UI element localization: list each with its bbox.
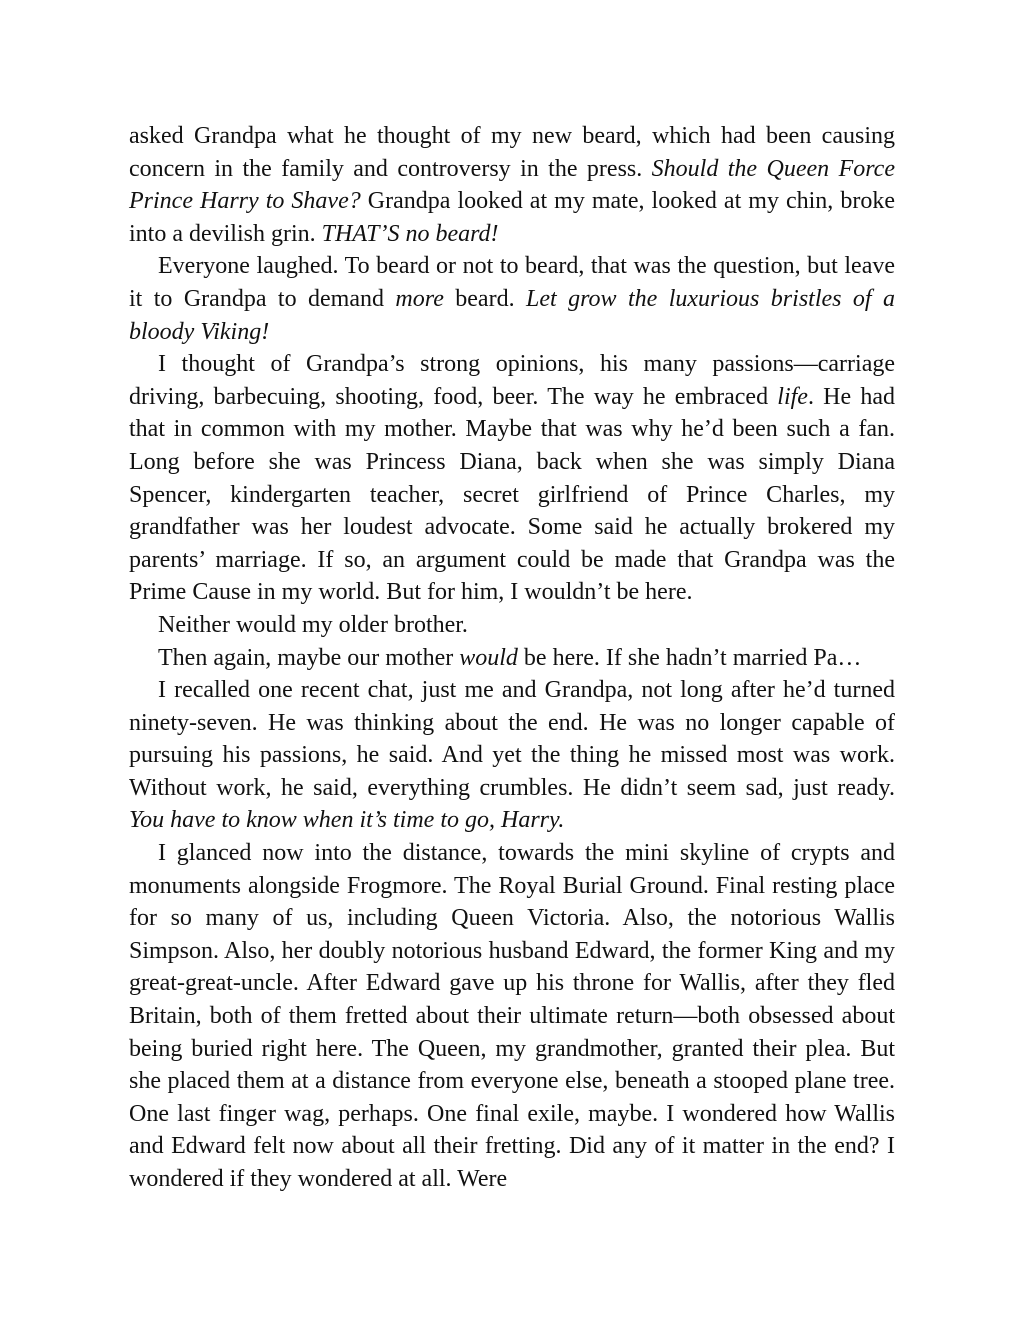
paragraph xyxy=(129,609,895,642)
text-run: . He had that in common with my mother. Maybe that was why he’d been such a fan. Long before she was Princess Diana, back when she was simply Diana Spencer, kindergarten teacher, secret girlfriend of Prince Charles, my grandfather was her loudest advocate. Some said he actually brokered my parents’ marriage. If so, an argument could be made that Grandpa was the Prime Cause in my world. But for him, I wouldn’t be here. xyxy=(129,383,895,606)
text-run: beard. xyxy=(443,285,526,312)
text-run: Then again, maybe our mother xyxy=(158,644,460,671)
text-run: be here. If she hadn’t married Pa… xyxy=(517,644,862,671)
paragraph xyxy=(129,250,895,348)
text-run: I recalled one recent chat, just me and Grandpa, not long after he’d turned ninety-seven. He was thinking about the end. He was no longer capable of pursuing his passions, he said. And yet the thing he missed most was work. Without work, he said, everything crumbles. He didn’t seem sad, just ready. xyxy=(129,677,895,801)
paragraph xyxy=(129,837,895,1196)
italic-run: THAT’S no beard! xyxy=(321,220,499,247)
paragraph xyxy=(129,348,895,609)
italic-run: Should the Queen Force Prince Harry to Shave? xyxy=(129,155,895,215)
paragraph xyxy=(129,642,895,675)
text-run: Everyone laughed. To beard or not to beard, that was the question, but leave it to Grandpa to demand xyxy=(129,253,895,312)
text-run: I glanced now into the distance, towards the mini skyline of crypts and monuments alongside Frogmore. The Royal Burial Ground. Final resting place for so many of us, including Queen Victoria. Also, the notorious Wallis Simpson. Also, her doubly notorious husband Edward, the former King and my great-great-uncle. After Edward gave up his throne for Wallis, after they fled Britain, both of them fretted about their ultimate return—both obsessed about being buried right here. The Queen, my grandmother, granted their plea. But she placed them at a distance from everyone else, beneath a stooped plane tree. One last finger wag, perhaps. One final exile, maybe. I wondered how Wallis and Edward felt now about all their fretting. Did any of it matter in the end? I wondered if they wondered at all. Were xyxy=(129,840,895,1192)
text-run: Neither would my older brother. xyxy=(158,611,468,638)
italic-run: Let grow the luxurious bristles of a bloody Viking! xyxy=(129,285,896,345)
italic-run: would xyxy=(459,644,518,671)
text-run: I thought of Grandpa’s strong opinions, his many passions—carriage driving, barbecuing, shooting, food, beer. The way he embraced xyxy=(129,351,895,410)
text-run: Grandpa looked at my mate, looked at my chin, broke into a devilish grin. xyxy=(129,188,895,247)
italic-run: You have to know when it’s time to go, Harry. xyxy=(129,807,565,834)
paragraph xyxy=(129,120,895,250)
italic-run: life xyxy=(777,383,808,410)
book-page-body xyxy=(129,120,895,1196)
text-run: asked Grandpa what he thought of my new beard, which had been causing concern in the family and controversy in the press. xyxy=(129,123,895,182)
italic-run: more xyxy=(395,285,444,312)
paragraph xyxy=(129,674,895,837)
